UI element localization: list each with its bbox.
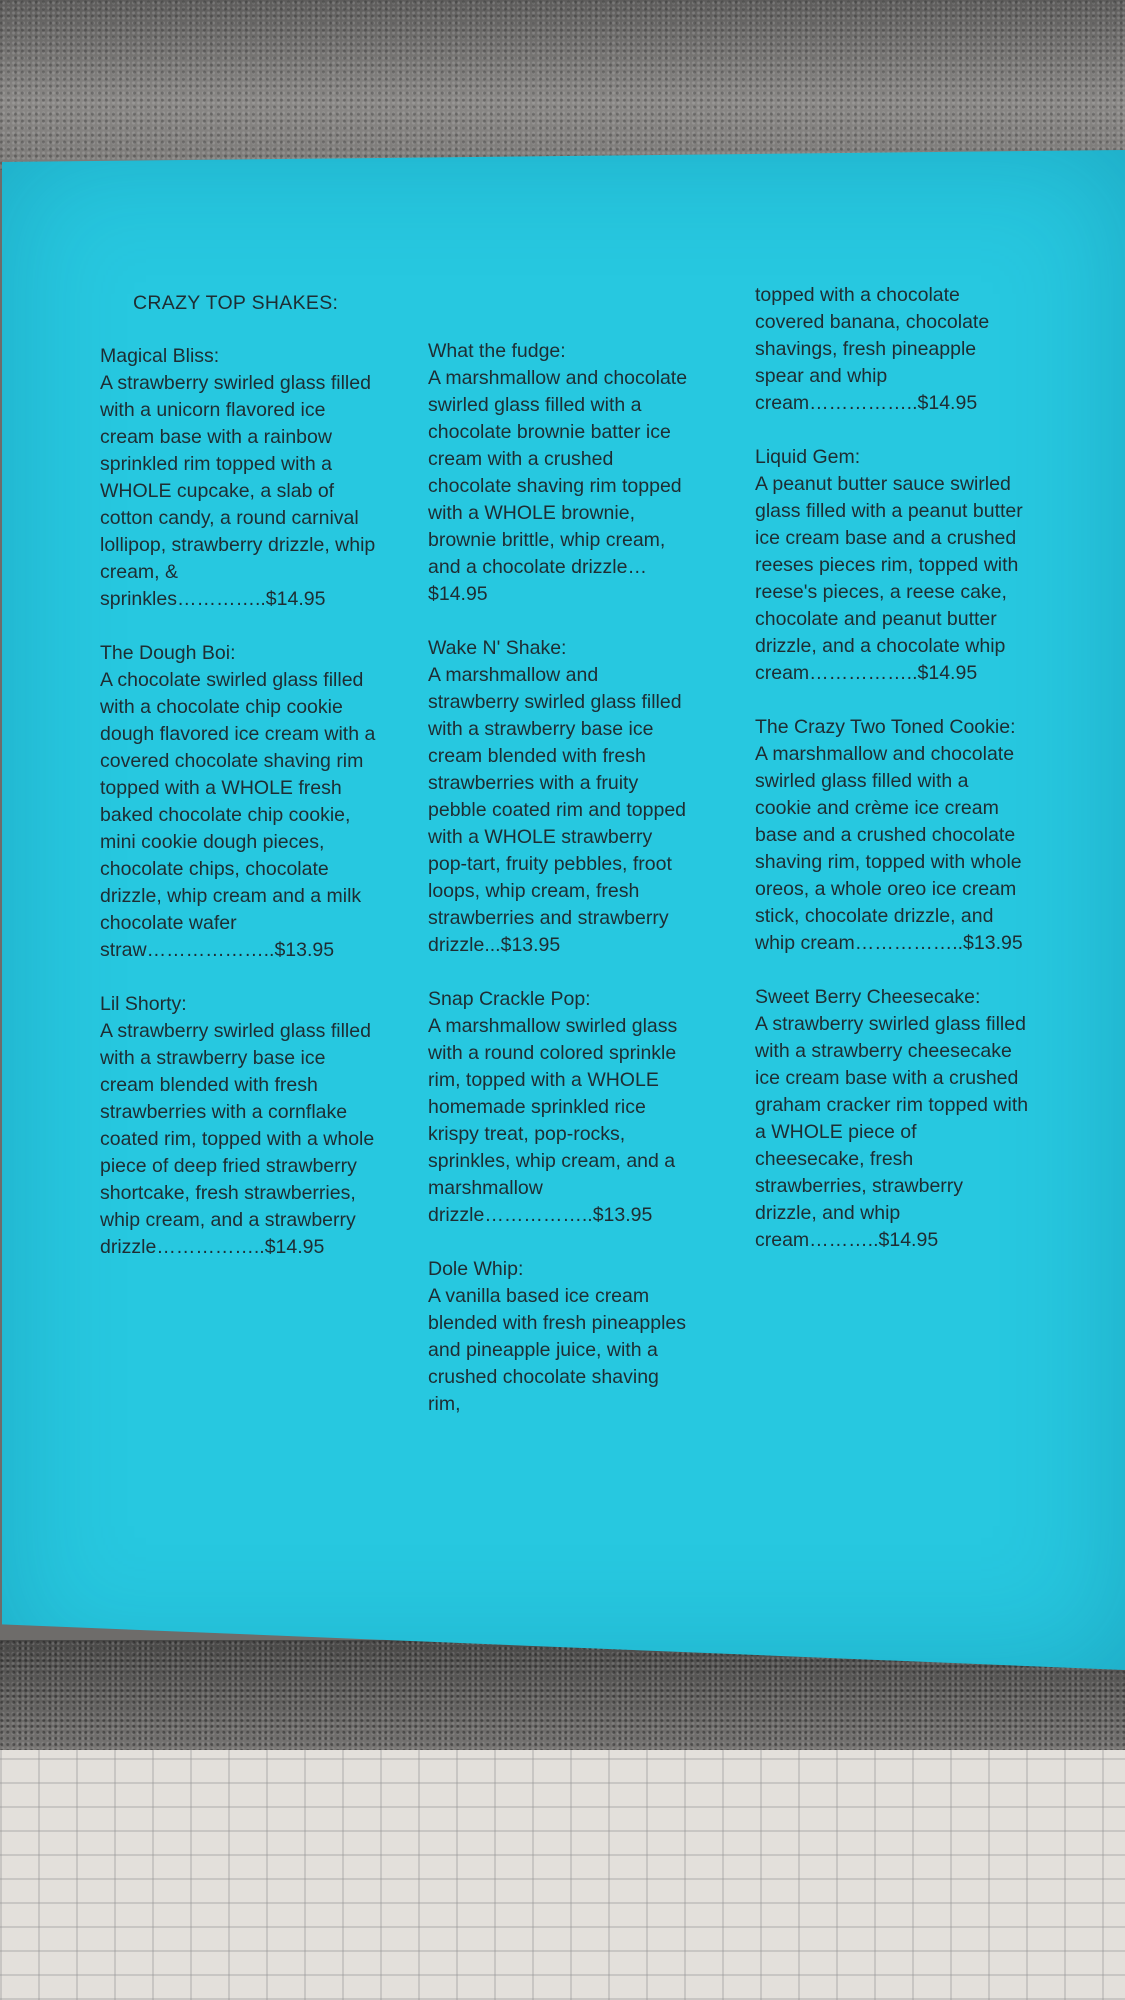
item-name: Sweet Berry Cheesecake:	[755, 986, 981, 1008]
menu-column-1	[100, 290, 380, 1288]
menu-item-dole-whip	[428, 1256, 693, 1418]
menu-item-crazy-two-toned-cookie	[755, 714, 1030, 957]
item-description: A peanut butter sauce swirled glass filled with a peanut butter ice cream base and a crushed reeses pieces rim, topped with reese's pieces, a reese cake, chocolate and peanut butter drizzle, and a chocolate whip cream……………..	[755, 473, 1023, 684]
item-price: $14.95	[264, 1236, 325, 1258]
item-name: What the fudge:	[428, 340, 566, 362]
item-name: Lil Shorty:	[100, 993, 187, 1015]
item-price: $13.95	[500, 934, 561, 956]
menu-column-2	[428, 338, 693, 1445]
item-description: A strawberry swirled glass filled with a strawberry cheesecake ice cream base with a crushed graham cracker rim topped with a WHOLE piece of cheesecake, fresh strawberries, strawberry drizzle, and whip cream………..	[755, 1013, 1029, 1251]
item-price: $13.95	[592, 1204, 653, 1226]
menu-item-what-the-fudge	[428, 338, 693, 608]
menu-item-sweet-berry-cheesecake	[755, 984, 1030, 1254]
item-name: Snap Crackle Pop:	[428, 988, 591, 1010]
item-description: A strawberry swirled glass filled with a strawberry base ice cream blended with fresh strawberries with a cornflake coated rim, topped with a whole piece of deep fried strawberry shortcake, fresh strawberries, whip cream, and a strawberry drizzle……………..	[100, 1020, 375, 1258]
item-description: A vanilla based ice cream blended with fresh pineapples and pineapple juice, with a crushed chocolate shaving rim,	[428, 1285, 687, 1415]
menu-column-3	[755, 282, 1030, 1281]
menu-item-the-dough-boi	[100, 640, 380, 964]
menu-heading: CRAZY TOP SHAKES:	[133, 292, 339, 314]
item-price: $14.95	[917, 392, 978, 414]
floor-tiles	[0, 1750, 1125, 2000]
menu-item-magical-bliss	[100, 343, 380, 613]
item-name: Wake N' Shake:	[428, 637, 567, 659]
countertop-background	[0, 0, 1125, 170]
item-description: A marshmallow and chocolate swirled glass filled with a chocolate brownie batter ice cream with a crushed chocolate shaving rim topped with a WHOLE brownie, brownie brittle, whip cream, and a chocolate drizzle…	[428, 367, 688, 578]
menu-item-wake-n-shake	[428, 635, 693, 959]
item-price: $13.95	[274, 939, 335, 961]
item-price: $14.95	[265, 588, 326, 610]
menu-item-snap-crackle-pop	[428, 986, 693, 1229]
item-price: $14.95	[878, 1229, 939, 1251]
item-name: Magical Bliss:	[100, 345, 220, 367]
item-description: A marshmallow and strawberry swirled glass filled with a strawberry base ice cream blended with fresh strawberries with a fruity pebble coated rim and topped with a WHOLE strawberry pop-tart, fruity pebbles, froot loops, whip cream, fresh strawberries and strawberry drizzle...	[428, 664, 687, 956]
menu-item-dole-whip-continued	[755, 282, 1030, 417]
item-price: $13.95	[963, 932, 1023, 954]
menu-item-lil-shorty	[100, 991, 380, 1261]
item-price: $14.95	[917, 662, 978, 684]
item-description: A marshmallow swirled glass with a round colored sprinkle rim, topped with a WHOLE homemade sprinkled rice krispy treat, pop-rocks, sprinkles, whip cream, and a marshmallow drizzle……………..	[428, 1015, 678, 1226]
item-name: The Dough Boi:	[100, 642, 236, 664]
item-description: A strawberry swirled glass filled with a unicorn flavored ice cream base with a rainbow sprinkled rim topped with a WHOLE cupcake, a slab of cotton candy, a round carnival lollipop, strawberry drizzle, whip cream, & sprinkles…………..	[100, 372, 376, 610]
item-description: A marshmallow and chocolate swirled glass filled with a cookie and crème ice cream base and a crushed chocolate shaving rim, topped with whole oreos, a whole oreo ice cream stick, chocolate drizzle, and whip cream……………..	[755, 743, 1022, 954]
item-description: A chocolate swirled glass filled with a chocolate chip cookie dough flavored ice cream with a covered chocolate shaving rim topped with a WHOLE fresh baked chocolate chip cookie, mini cookie dough pieces, chocolate chips, chocolate drizzle, whip cream and a milk chocolate wafer straw………………..	[100, 669, 376, 961]
item-name: The Crazy Two Toned Cookie:	[755, 716, 1016, 738]
item-price: $14.95	[428, 583, 488, 605]
item-name: Dole Whip:	[428, 1258, 524, 1280]
menu-item-liquid-gem	[755, 444, 1030, 687]
item-description: topped with a chocolate covered banana, chocolate shavings, fresh pineapple spear and whip cream……………..	[755, 284, 990, 414]
item-name: Liquid Gem:	[755, 446, 861, 468]
